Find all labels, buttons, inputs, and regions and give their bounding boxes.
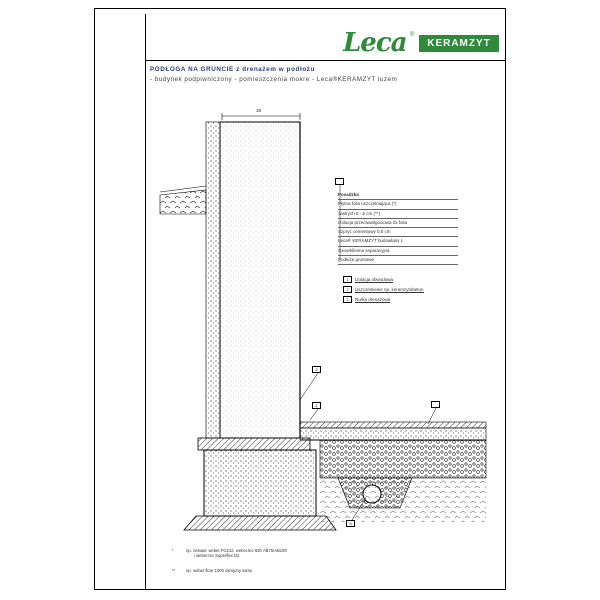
- marker-text: Rurka drenażowa: [355, 297, 391, 302]
- footnote-line: np. zestaw: weber.FG212, weber.tec 820 AB75/AB150: [186, 548, 287, 553]
- callout-1: 1: [312, 402, 321, 409]
- logo-word: Leca: [343, 28, 407, 58]
- legend-item: Geowłóknina separacyjna: [338, 247, 458, 256]
- logo-brand-box: KERAMZYT: [419, 35, 499, 52]
- drawing-title: PODŁOGA NA GRUNCIE z drenażem w podłożu: [150, 66, 315, 73]
- footnote-marker: *: [172, 548, 174, 553]
- marker-text: Uszczelnienie np. keramzytobeton: [355, 287, 424, 292]
- legend-item: Leca® KERAMZYT budowlany L: [338, 237, 458, 246]
- marker-number: 2: [343, 286, 352, 293]
- legend-item: Szpryc cementowy 0,5 cm: [338, 228, 458, 237]
- callout-legend: [335, 178, 344, 185]
- callout-2: 2: [312, 366, 321, 373]
- footnote-1: [172, 548, 287, 558]
- screed-layer: [300, 428, 486, 440]
- legend-item: Izolacja przeciwwilgociowa 2x folia: [338, 219, 458, 228]
- marker-number: 3: [343, 296, 352, 303]
- footing-top: [198, 438, 310, 450]
- leca-fill: [320, 440, 486, 478]
- logo-registered-mark: ®: [410, 32, 415, 38]
- footnote-2: [172, 568, 253, 573]
- legend-item: Płytna folia uszczelniająca (*): [338, 200, 458, 209]
- footnote-line: np. weber.floor 1000 okrojony samy: [186, 568, 253, 573]
- perimeter-insulation: [206, 122, 220, 438]
- footing: [204, 450, 316, 516]
- drawing-subtitle: - budynek podpiwniczony - pomieszczenia mokre - Leca®KERAMZYT luzem: [150, 76, 398, 83]
- marker-number: 1: [343, 276, 352, 283]
- legend-item: Podłoże gruntowe: [338, 256, 458, 265]
- callout-3: 3: [346, 520, 355, 527]
- marker-text: Izolacja obwodowa: [355, 277, 394, 282]
- dimension-label: 38: [256, 108, 262, 113]
- footnote-line: i weber.tec Superflex D2: [194, 553, 240, 558]
- callout-layers: [431, 401, 440, 408]
- lean-concrete: [184, 516, 336, 530]
- legend-item: Jastrych 5 - 6 cm (**): [338, 210, 458, 219]
- floor-finish-layer: [300, 422, 486, 428]
- footnote-marker: **: [172, 568, 176, 573]
- legend-heading: Posadzka: [338, 191, 458, 200]
- layer-legend: [338, 191, 458, 265]
